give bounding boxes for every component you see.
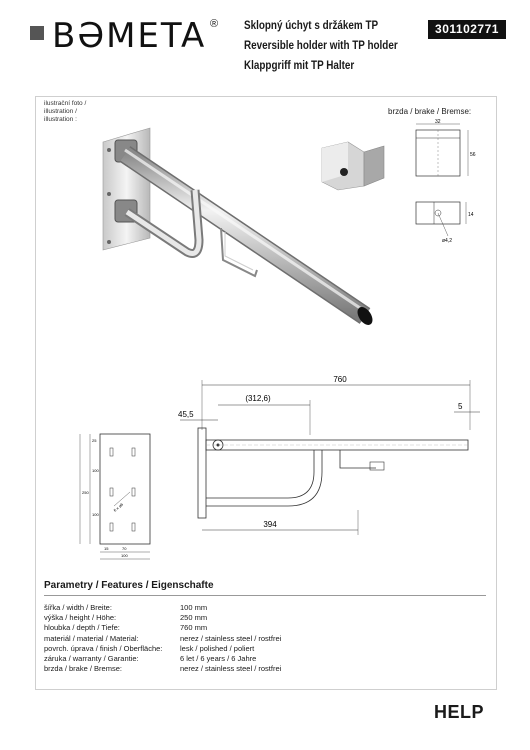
brake-dim-diameter: ø4,2: [442, 238, 453, 244]
param-value: nerez / stainless steel / rostfrei: [180, 633, 282, 643]
brake-label: brzda / brake / Bremse:: [388, 107, 472, 116]
param-row: [44, 654, 281, 664]
dim-total: 760: [333, 375, 347, 384]
product-titles: [244, 16, 423, 76]
param-row: [44, 644, 281, 654]
brake-dim-width: 32: [435, 119, 441, 125]
registered-mark: ®: [210, 18, 219, 30]
param-row: [44, 634, 281, 644]
param-row: [44, 623, 281, 633]
param-value: 6 let / 6 years / 6 Jahre: [180, 654, 257, 664]
title-cz: Sklopný úchyt s držákem TP: [244, 20, 379, 32]
param-key: materiál / material / Material:: [44, 633, 139, 643]
dim-left: 45,5: [178, 410, 194, 419]
dim-inner: (312,6): [245, 394, 271, 403]
param-value: lesk / polished / poliert: [180, 643, 255, 653]
brake-dim-height2: 14: [468, 212, 474, 218]
title-de: Klappgriff mit TP Halter: [244, 60, 355, 72]
logo-square-icon: [30, 26, 44, 40]
param-row: [44, 613, 281, 623]
plate-dim: 100: [121, 553, 128, 558]
param-key: šířka / width / Breite:: [44, 603, 112, 612]
param-key: brzda / brake / Bremse:: [44, 664, 122, 674]
dim-bottom: 394: [263, 520, 277, 529]
brake-photo: [318, 138, 390, 192]
param-key: záruka / warranty / Garantie:: [44, 654, 139, 664]
param-value: nerez / stainless steel / rostfrei: [180, 664, 282, 674]
plate-dim: 25: [92, 438, 97, 443]
help-brand: HELP: [434, 702, 485, 722]
brake-drawing-top: [406, 118, 486, 184]
plate-front-drawing: [70, 428, 160, 563]
illustration-line: illustration :: [44, 116, 77, 123]
param-row: [44, 603, 281, 613]
side-view-drawing: [170, 370, 490, 545]
section-divider: [44, 595, 486, 596]
plate-dim: 250: [82, 490, 89, 495]
plate-dim: 100: [92, 468, 99, 473]
plate-dim: 70: [122, 546, 127, 551]
plate-dim: 100: [92, 512, 99, 517]
brake-dim-height: 56: [470, 152, 476, 158]
param-key: výška / height / Höhe:: [44, 613, 117, 623]
param-value: 250 mm: [180, 613, 208, 623]
illustration-line: illustration /: [44, 108, 77, 115]
plate-dim: 15: [104, 546, 109, 551]
brake-drawing-side: [406, 192, 486, 248]
logo-text: BƏMETA: [52, 16, 207, 56]
illustration-note: [44, 100, 86, 124]
illustration-line: ilustrační foto /: [44, 100, 87, 107]
param-key: povrch. úprava / finish / Oberfläche:: [44, 643, 163, 653]
param-row: [44, 664, 281, 674]
product-code-badge: 301102771: [428, 20, 506, 39]
params-table: [44, 603, 281, 674]
dim-right: 5: [458, 402, 463, 411]
title-en: Reversible holder with TP holder: [244, 40, 398, 52]
param-value: 760 mm: [180, 623, 208, 633]
section-title: Parametry / Features / Eigenschafte: [44, 580, 214, 591]
param-key: hloubka / depth / Tiefe:: [44, 623, 120, 633]
param-value: 100 mm: [180, 603, 208, 612]
plate-holes: 6 x ø6: [112, 501, 125, 513]
